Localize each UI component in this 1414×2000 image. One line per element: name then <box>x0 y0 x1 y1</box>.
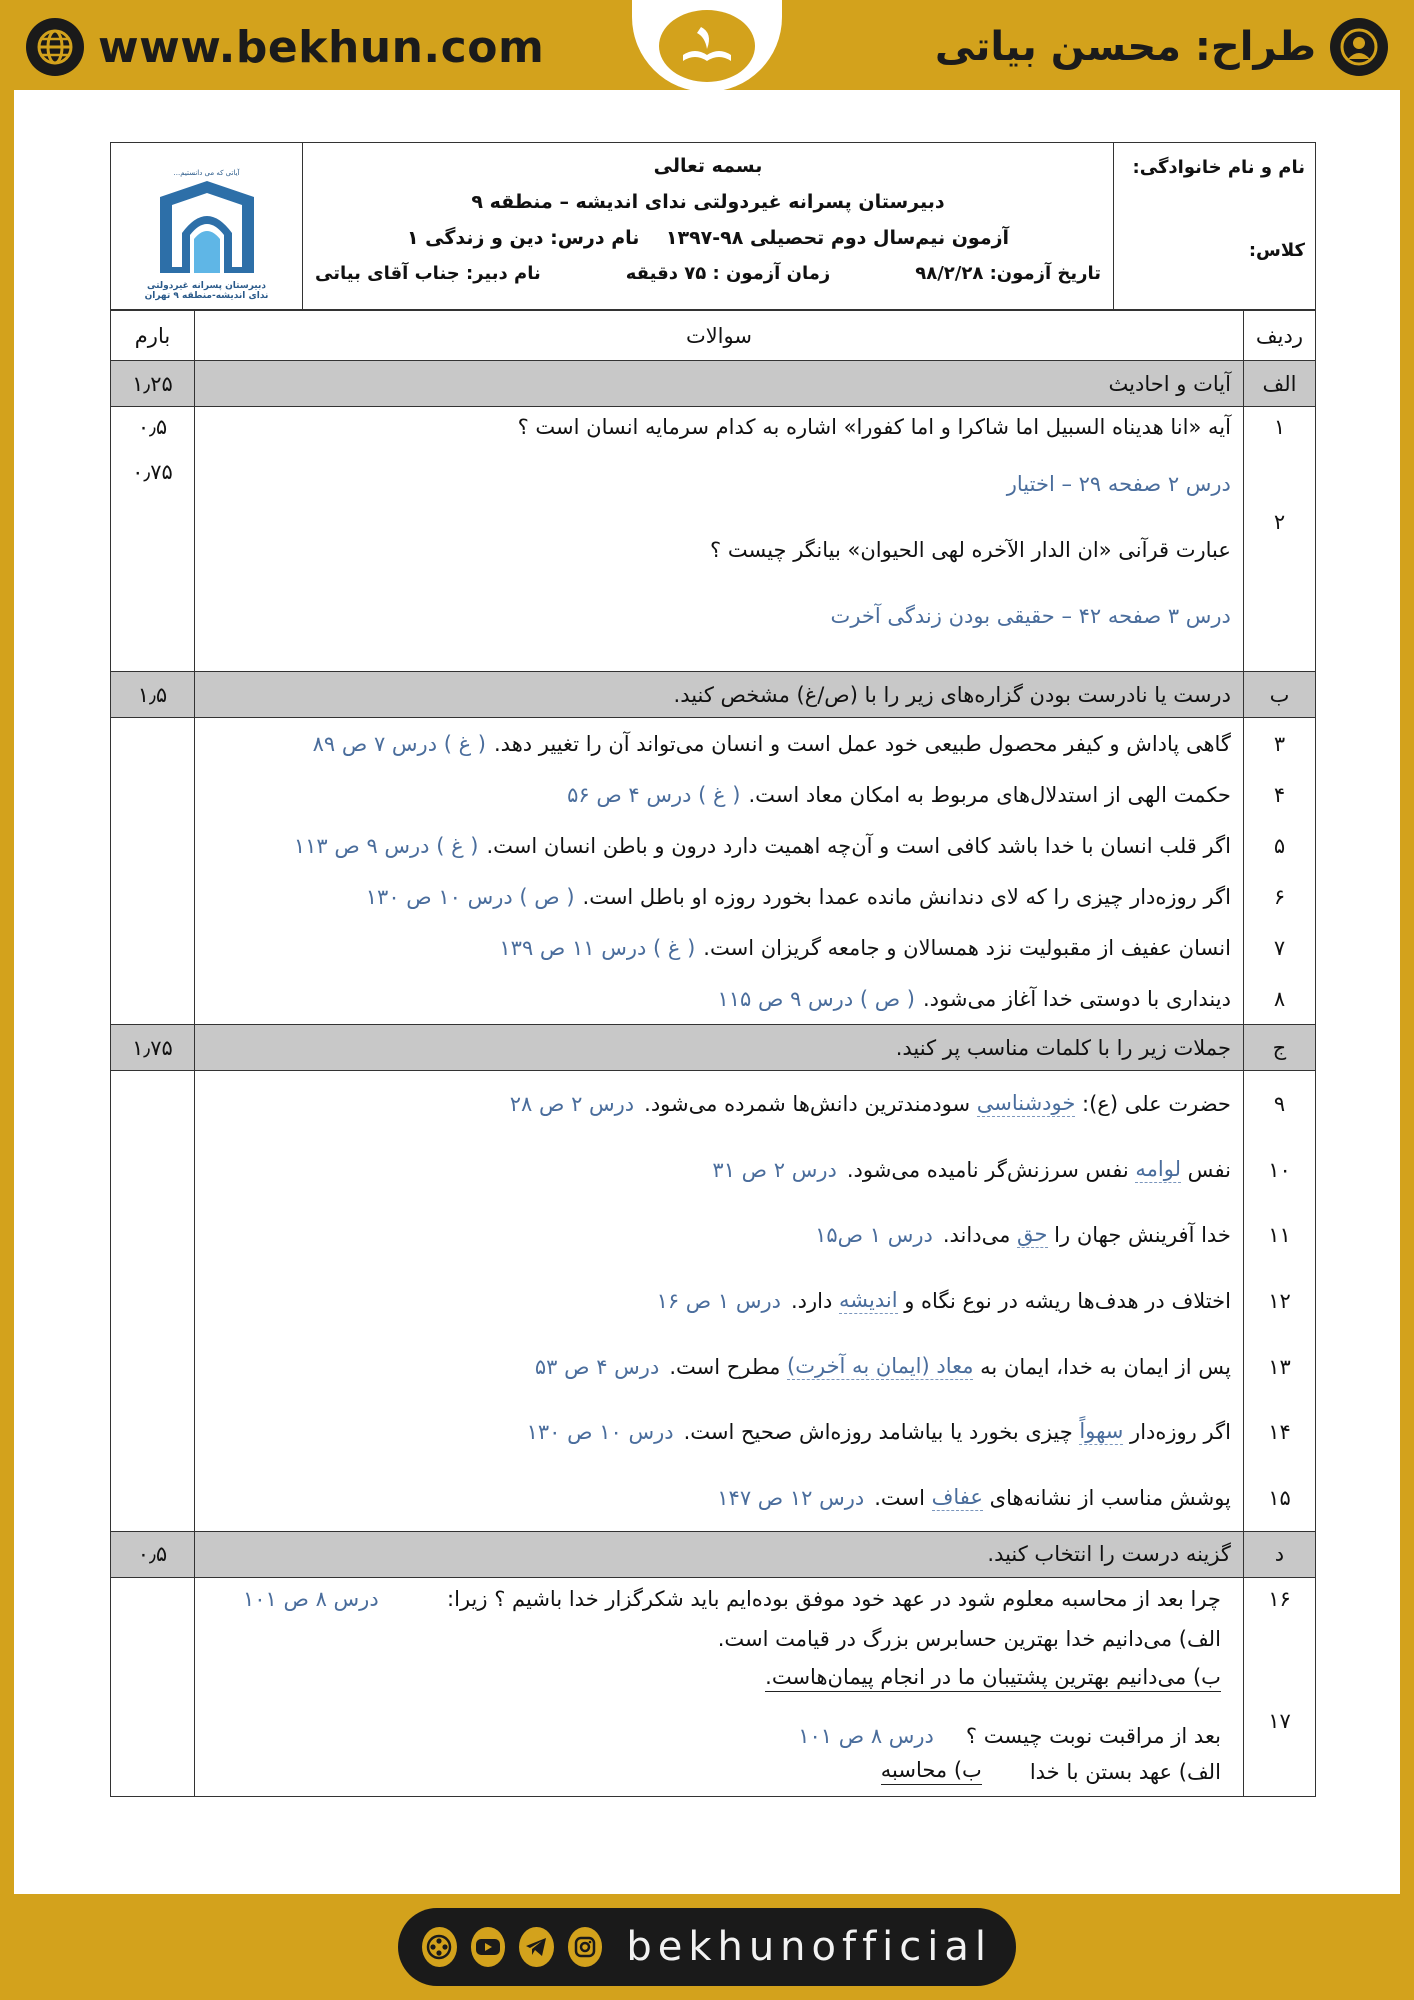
fill-number: ۱۵ <box>1268 1485 1291 1510</box>
tf-question-text: دینداری با دوستی خدا آغاز می‌شود. <box>922 986 1231 1011</box>
q17-options <box>207 1748 1221 1796</box>
tf-number: ۵ <box>1273 833 1286 858</box>
column-header-row <box>111 311 1316 361</box>
fill-answer-word: لوامه <box>1135 1156 1181 1181</box>
telegram-icon[interactable] <box>519 1927 554 1967</box>
fill-text-before: نفس <box>1181 1157 1231 1182</box>
q17-line <box>207 1700 1221 1748</box>
q16-number: ۱۶ <box>1268 1586 1291 1611</box>
teacher-name: نام دبیر: جناب آقای بیاتی <box>315 263 541 284</box>
q1-2-scores <box>111 407 195 672</box>
fill-text-after: می‌داند. <box>942 1223 1017 1248</box>
tf-number: ۶ <box>1273 884 1286 909</box>
class-label: کلاس: <box>1248 240 1305 261</box>
fill-question <box>207 1399 1231 1465</box>
exam-duration <box>626 263 830 284</box>
designer-name: طراح: محسن بیاتی <box>934 24 1316 70</box>
fill-number: ۱۰ <box>1268 1157 1291 1182</box>
tf-question-text: اگر قلب انسان با خدا باشد کافی است و آن‌چه اهمیت دارد درون و باطن انسان است. <box>486 833 1231 858</box>
section-c-letter: ج <box>1243 1025 1315 1071</box>
fill-text-before: حضرت علی (ع): <box>1075 1091 1231 1116</box>
fill-number: ۹ <box>1273 1091 1286 1116</box>
fill-answer-word: سهواً <box>1079 1419 1124 1444</box>
section-a-title: آیات و احادیث <box>195 361 1244 407</box>
fill-number: ۱۲ <box>1268 1288 1291 1313</box>
exam-date <box>915 263 1101 284</box>
q1-2-content <box>195 407 1244 672</box>
school-emblem-icon <box>152 177 262 277</box>
date-value: ۹۸/۲/۲۸ <box>915 263 984 284</box>
section-c-row <box>111 1025 1316 1071</box>
student-info <box>1114 143 1316 310</box>
tf-question-text: حکمت الهی از استدلال‌های مربوط به امکان معاد است. <box>748 782 1231 807</box>
section-b-title: درست یا نادرست بودن گزاره‌های زیر را با (ص/غ) مشخص کنید. <box>195 672 1244 718</box>
col-questions-header: سوالات <box>195 311 1244 361</box>
globe-icon <box>26 18 84 76</box>
q17-option-b[interactable]: ب) محاسبه <box>881 1758 982 1785</box>
q17-option-a[interactable]: الف) عهد بستن با خدا <box>1029 1759 1221 1784</box>
instagram-icon[interactable] <box>568 1927 603 1967</box>
section-a-letter: الف <box>1243 361 1315 407</box>
tf-question <box>207 973 1231 1024</box>
tf-number: ۴ <box>1273 782 1286 807</box>
exam-meta <box>315 263 1101 284</box>
fill-reference: درس ۲ ص ۲۸ <box>509 1091 635 1116</box>
q16-option-b[interactable] <box>207 1658 1221 1700</box>
fill-questions <box>195 1071 1244 1532</box>
book-icon <box>659 10 755 82</box>
fill-text-after: دارد. <box>790 1288 839 1313</box>
questions-table <box>110 310 1316 1797</box>
fill-reference: درس ۴ ص ۵۳ <box>534 1354 660 1379</box>
tf-question <box>207 718 1231 769</box>
col-no-header: ردیف <box>1243 311 1315 361</box>
q16-text: چرا بعد از محاسبه معلوم شود در عهد خود موفق بوده‌ایم باید شکرگزار خدا باشیم ؟ زیرا: <box>447 1586 1221 1611</box>
section-b-letter: ب <box>1243 672 1315 718</box>
section-c-score: ۱٫۷۵ <box>111 1025 195 1071</box>
fill-text-before: پس از ایمان به خدا، ایمان به <box>973 1354 1231 1379</box>
q2-number: ۲ <box>1273 510 1286 534</box>
basmala: بسمه تعالی <box>653 155 763 177</box>
fill-reference: درس ۱۲ ص ۱۴۷ <box>717 1485 865 1510</box>
tf-answer: ( ص ) درس ۹ ص ۱۱۵ <box>717 986 915 1011</box>
tf-question <box>207 769 1231 820</box>
q16-option-a-text: الف) می‌دانیم خدا بهترین حسابرس بزرگ در قیامت است. <box>717 1626 1221 1651</box>
fill-question <box>207 1071 1231 1137</box>
site-link[interactable] <box>26 18 544 76</box>
fill-answer-word: عفاف <box>931 1484 983 1509</box>
fill-answer-word: خودشناسی <box>976 1090 1076 1115</box>
fill-number: ۱۳ <box>1268 1354 1291 1379</box>
q16-line <box>207 1578 1221 1620</box>
true-false-block <box>111 718 1316 1025</box>
fill-answer-word: معاد (ایمان به آخرت) <box>787 1353 974 1378</box>
fill-text-before: خدا آفرینش جهان را <box>1047 1223 1231 1248</box>
tf-numbers <box>1243 718 1315 1025</box>
q1-text: آیه «انا هدیناه السبیل اما شاکرا و اما کفورا» اشاره به کدام سرمایه انسان است ؟ <box>517 415 1231 439</box>
mc-score-cell <box>111 1577 195 1796</box>
fill-answer-word: حق <box>1017 1222 1048 1247</box>
fill-text-after: نفس سرزنش‌گر نامیده می‌شود. <box>846 1157 1136 1182</box>
top-banner <box>0 0 1414 90</box>
tf-question <box>207 922 1231 973</box>
duration-label: زمان آزمون : <box>712 263 831 284</box>
multiple-choice-block <box>111 1577 1316 1796</box>
fill-reference: درس ۱ ص۱۵ <box>815 1223 933 1248</box>
tf-number: ۸ <box>1273 986 1286 1011</box>
tf-answer: ( غ ) درس ۷ ص ۸۹ <box>312 731 486 756</box>
tf-questions <box>195 718 1244 1025</box>
duration-value: ۷۵ دقیقه <box>625 263 707 284</box>
section-d-score: ۰٫۵ <box>111 1531 195 1577</box>
exam-header <box>110 142 1316 310</box>
section-a-score: ۱٫۲۵ <box>111 361 195 407</box>
tf-question <box>207 820 1231 871</box>
tf-score-cell <box>111 718 195 1025</box>
fill-number: ۱۱ <box>1268 1223 1291 1248</box>
tf-number: ۳ <box>1273 731 1286 756</box>
fill-answer-word: اندیشه <box>839 1287 898 1312</box>
fill-text-after: مطرح است. <box>669 1354 788 1379</box>
fill-question <box>207 1202 1231 1268</box>
q2-answer: درس ۳ صفحه ۴۲ – حقیقی بودن زندگی آخرت <box>830 604 1231 628</box>
social-handle: bekhunofficial <box>626 1924 993 1970</box>
social-bar <box>398 1908 1016 1986</box>
fill-question <box>207 1137 1231 1203</box>
q17-text: بعد از مراقبت نوبت چیست ؟ <box>965 1723 1221 1748</box>
fill-reference: درس ۲ ص ۳۱ <box>712 1157 837 1182</box>
exam-title: آزمون نیم‌سال دوم تحصیلی ۹۸-۱۳۹۷ نام درس: دین و زندگی ۱ <box>406 227 1010 249</box>
q2-score: ۰٫۷۵ <box>132 460 173 484</box>
tf-answer: ( غ ) درس ۴ ص ۵۶ <box>567 782 741 807</box>
fill-in-block <box>111 1071 1316 1532</box>
q16-option-a[interactable] <box>207 1620 1221 1658</box>
q1-number: ۱ <box>1273 415 1286 439</box>
section-b-score: ۱٫۵ <box>111 672 195 718</box>
logo-caption-2: ندای اندیشه-منطقه ۹ تهران <box>144 291 269 301</box>
fill-reference: درس ۱ ص ۱۶ <box>656 1288 781 1313</box>
col-score-header: بارم <box>111 311 195 361</box>
brand-logo <box>632 0 782 92</box>
exam-info <box>303 143 1114 310</box>
q1-2-numbers <box>1243 407 1315 672</box>
section-a-row <box>111 361 1316 407</box>
name-label: نام و نام خانوادگی: <box>1132 157 1305 178</box>
fill-reference: درس ۱۰ ص ۱۳۰ <box>526 1420 674 1445</box>
logo-caption-1: دبیرستان پسرانه غیردولتی <box>147 281 266 291</box>
fill-score-cell <box>111 1071 195 1532</box>
fill-text-after: است. <box>874 1485 932 1510</box>
q17-ref: درس ۸ ص ۱۰۱ <box>798 1723 934 1748</box>
fill-numbers <box>1243 1071 1315 1532</box>
aparat-icon[interactable] <box>422 1927 457 1967</box>
designer-credit <box>935 18 1388 76</box>
tf-question-text: انسان عفیف از مقبولیت نزد همسالان و جامعه گریزان است. <box>703 935 1231 960</box>
tf-number: ۷ <box>1273 935 1286 960</box>
fill-text-before: پوشش مناسب از نشانه‌های <box>982 1485 1231 1510</box>
date-label: تاریخ آزمون: <box>989 263 1101 284</box>
fill-text-after: چیزی بخورد یا بیاشامد روزه‌اش صحیح است. <box>683 1420 1080 1445</box>
mc-numbers <box>1243 1577 1315 1796</box>
logo-top-text: آیاتی که می دانستیم... <box>173 169 240 177</box>
q2-text: عبارت قرآنی «ان الدار الآخره لهی الحیوان» بیانگر چیست ؟ <box>710 538 1231 562</box>
section-b-row <box>111 672 1316 718</box>
q16-option-b-text: ب) می‌دانیم بهترین پشتیبان ما در انجام پیمان‌هاست. <box>765 1665 1221 1692</box>
fill-text-before: اگر روزه‌دار <box>1123 1420 1231 1445</box>
exam-sheet <box>110 142 1316 1797</box>
school-name: دبیرستان پسرانه غیردولتی ندای اندیشه – منطقه ۹ <box>471 191 945 213</box>
q1-answer: درس ۲ صفحه ۲۹ – اختیار <box>1006 472 1231 496</box>
fill-question <box>207 1268 1231 1334</box>
tf-answer: ( ص ) درس ۱۰ ص ۱۳۰ <box>365 884 575 909</box>
fill-text-after: سودمندترین دانش‌ها شمرده می‌شود. <box>644 1091 977 1116</box>
user-icon <box>1330 18 1388 76</box>
tf-answer: ( غ ) درس ۹ ص ۱۱۳ <box>293 833 479 858</box>
fill-question <box>207 1465 1231 1531</box>
fill-text-before: اختلاف در هدف‌ها ریشه در نوع نگاه و <box>897 1288 1231 1313</box>
tf-question <box>207 871 1231 922</box>
fill-number: ۱۴ <box>1268 1420 1291 1445</box>
questions-1-2-row <box>111 407 1316 672</box>
tf-answer: ( غ ) درس ۱۱ ص ۱۳۹ <box>499 935 696 960</box>
section-d-title: گزینه درست را انتخاب کنید. <box>195 1531 1244 1577</box>
section-d-letter: د <box>1243 1531 1315 1577</box>
q16-ref: درس ۸ ص ۱۰۱ <box>243 1586 379 1611</box>
youtube-icon[interactable] <box>471 1927 506 1967</box>
tf-question-text: اگر روزه‌دار چیزی را که لای دندانش مانده عمدا بخورد روزه او باطل است. <box>582 884 1231 909</box>
section-c-title: جملات زیر را با کلمات مناسب پر کنید. <box>195 1025 1244 1071</box>
q1-score: ۰٫۵ <box>137 415 168 439</box>
tf-question-text: گاهی پاداش و کیفر محصول طبیعی خود عمل است و انسان می‌تواند آن را تغییر دهد. <box>494 731 1231 756</box>
section-d-row <box>111 1531 1316 1577</box>
school-logo <box>111 143 303 310</box>
mc-questions <box>195 1577 1244 1796</box>
fill-question <box>207 1334 1231 1400</box>
site-url: www.bekhun.com <box>98 21 545 73</box>
q17-number: ۱۷ <box>1268 1708 1291 1733</box>
